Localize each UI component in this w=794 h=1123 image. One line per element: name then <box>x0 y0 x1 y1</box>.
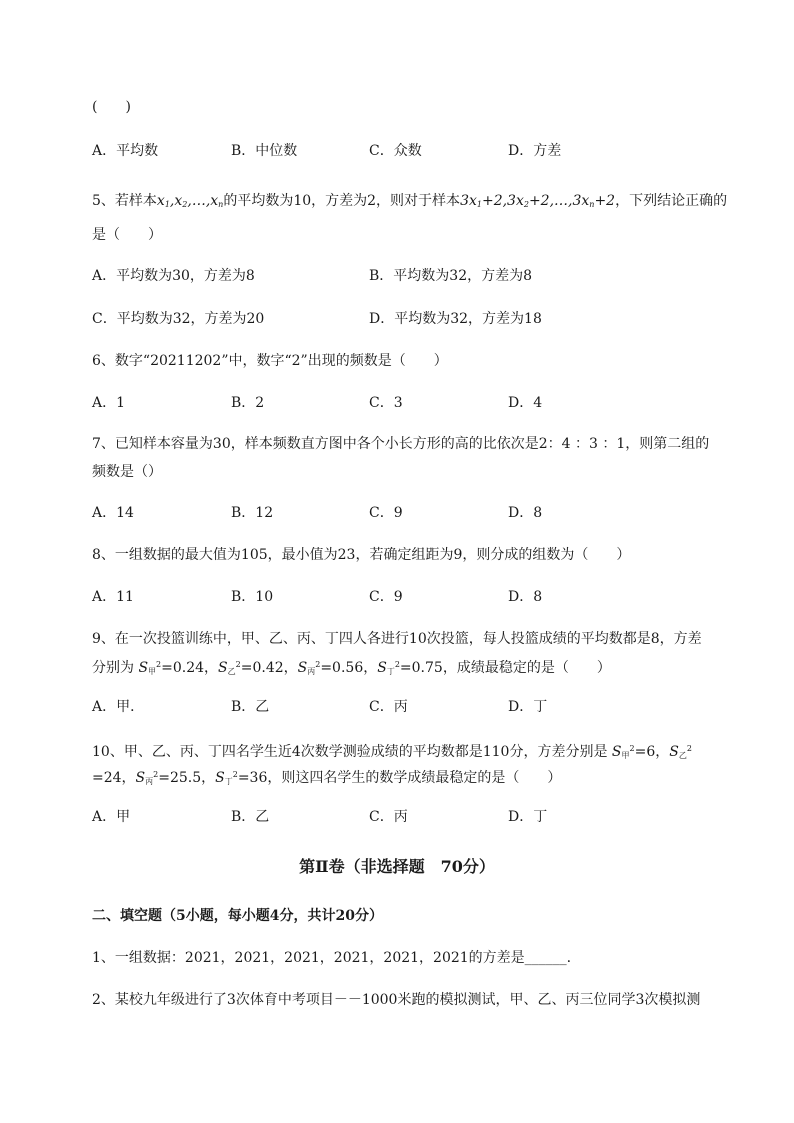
q4-option-c: C．众数 <box>369 143 422 159</box>
q9-option-d: D．丁 <box>508 699 548 715</box>
q4-option-a: A．平均数 <box>92 143 159 159</box>
q5-option-c: C．平均数为32，方差为20 <box>92 311 265 327</box>
q4-stem-tail: ( ) <box>92 99 131 115</box>
fill-q2: 2、某校九年级进行了3次体育中考项目－－1000米跑的模拟测试，甲、乙、丙三位同学3次模拟测 <box>92 992 701 1008</box>
q10-option-c: C．丙 <box>369 809 408 825</box>
q6-stem: 6、数字“20211202”中，数字“2”出现的频数是（ ） <box>92 353 448 369</box>
q8-option-c: C．9 <box>369 589 403 605</box>
q9-stem-line2: 分别为 $S_甲^2=0.24$，$S_乙^2=0.42$，$S_丙^2=0.56$，$S_丁^2=0.75$，成绩最稳定的是（ ） <box>92 660 611 676</box>
q5-option-b: B．平均数为32，方差为8 <box>369 268 533 284</box>
q7-option-b: B．12 <box>231 505 274 521</box>
q10-option-b: B．乙 <box>231 809 270 825</box>
fill-blank-heading: 二、填空题（5小题，每小题4分，共计20分） <box>92 908 383 924</box>
q8-stem: 8、一组数据的最大值为105，最小值为23，若确定组距为9，则分成的组数为（ ） <box>92 547 631 563</box>
q10-stem-line2: =24，$S_丙^2=25.5$，$S_丁^2=36$，则这四名学生的数学成绩最稳定的是（ ） <box>92 770 562 786</box>
q6-option-d: D．4 <box>508 395 543 411</box>
q9-option-a: A．甲． <box>92 699 145 715</box>
q5-stem-prefix: 5、若样本 <box>92 193 157 209</box>
q5-stem-end: ，下列结论正确的 <box>615 193 728 209</box>
q7-stem-line1: 7、已知样本容量为30，样本频数直方图中各个小长方形的高的比依次是2：4 ：3 ：1，则第二组的 <box>92 436 710 452</box>
q8-option-a: A．11 <box>92 589 134 605</box>
q5-option-a: A．平均数为30，方差为8 <box>92 268 255 284</box>
q6-option-a: A．1 <box>92 395 126 411</box>
q7-option-c: C．9 <box>369 505 403 521</box>
q5-stem-line2: 是（ ） <box>92 227 162 243</box>
q6-option-b: B．2 <box>231 395 265 411</box>
q5-stem-mid: 的平均数为10，方差为2，则对于样本 <box>223 193 461 209</box>
q6-option-c: C．3 <box>369 395 403 411</box>
q9-stem-line1: 9、在一次投篮训练中，甲、乙、丙、丁四人各进行10次投篮，每人投篮成绩的平均数都是8，方差 <box>92 631 702 647</box>
section-title: 第Ⅱ卷（非选择题 70分） <box>299 857 495 876</box>
q9-option-c: C．丙 <box>369 699 408 715</box>
q7-option-a: A．14 <box>92 505 134 521</box>
q10-option-a: A．甲 <box>92 809 131 825</box>
q10-option-d: D．丁 <box>508 809 548 825</box>
q4-option-b: B．中位数 <box>231 143 298 159</box>
q7-option-d: D．8 <box>508 505 543 521</box>
q8-option-b: B．10 <box>231 589 274 605</box>
q7-stem-line2: 频数是（） <box>92 464 162 480</box>
q10-stem-line1: 10、甲、乙、丙、丁四名学生近4次数学测验成绩的平均数都是110分，方差分别是 $S_甲^2=6$，$S_乙^2$ <box>92 744 692 760</box>
q5-transformed-sample: $3x_1+2,3x_2+2,\dots,3x_n+2$ <box>460 193 616 209</box>
q5-option-d: D．平均数为32，方差为18 <box>369 311 542 327</box>
q5-stem-line1 <box>92 191 727 215</box>
fill-q1: 1、一组数据：2021，2021，2021，2021，2021，2021的方差是______. <box>92 950 572 966</box>
q4-option-d: D．方差 <box>508 143 562 159</box>
q5-sample-x1: $x_1,x_2,\dots,x_n$ <box>156 193 224 209</box>
q9-option-b: B．乙 <box>231 699 270 715</box>
q8-option-d: D．8 <box>508 589 543 605</box>
